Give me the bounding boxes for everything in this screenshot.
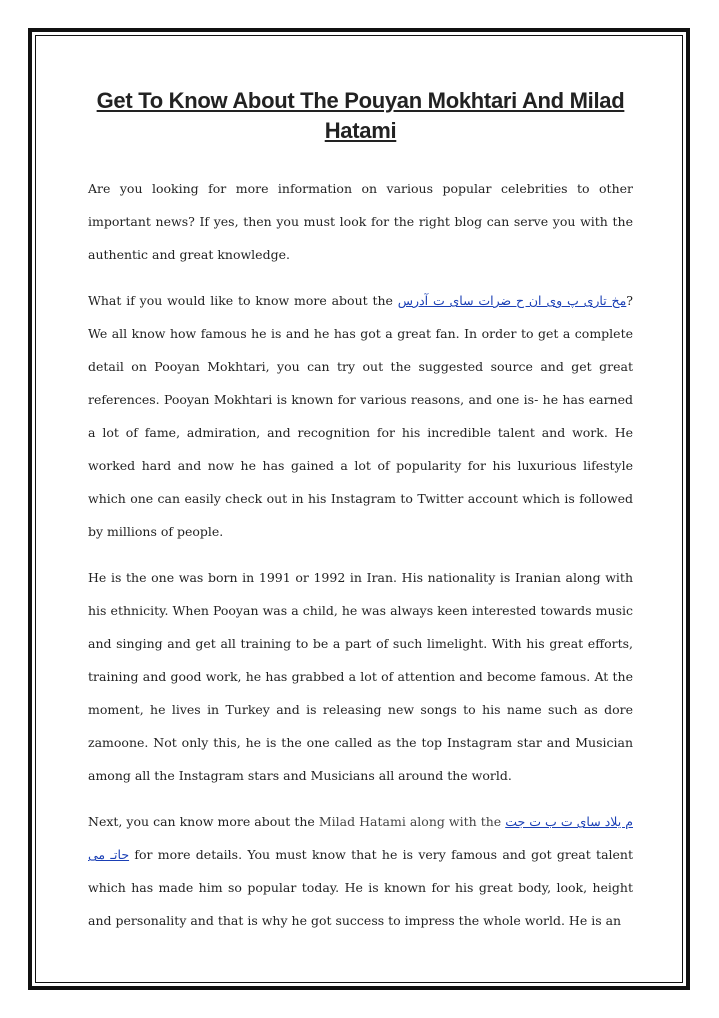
- document-title: Get To Know About The Pouyan Mokhtari And Milad Hatami: [96, 88, 625, 143]
- paragraph-pouyan: [88, 284, 633, 548]
- paragraph-milad: [88, 805, 633, 937]
- persian-link-pouyan[interactable]: مخ تاری پ وی ان ح ضرات سای ت آدرس: [397, 293, 627, 308]
- paragraph-text: Next, you can know more about the: [88, 814, 319, 829]
- paragraph-biography: He is the one was born in 1991 or 1992 in Iran. His nationality is Iranian along with his ethnicity. When Pooyan was a child, he was always keen interested towards music and singing and get all training to be a part of such limelight. With his great efforts, training and good work, he has grabbed a lot of attention and become famous. At the moment, he lives in Turkey and is releasing new songs to his name such as dore zamoone. Not only this, he is the one called as the top Instagram star and Musician among all the Instagram stars and Musicians all around the world.: [88, 570, 633, 783]
- paragraph-text-tinted: Milad Hatami along with the: [318, 814, 502, 829]
- paragraph-text: ? We all know how famous he is and he has got a great fan. In order to get a complete detail on Pooyan Mokhtari, you can try out the suggested source and get great references. Pooyan Mokhtari is known for various reasons, and one is- he has earned a lot of fame, admiration, and recognition for his incredible talent and work. He worked hard and now he has gained a lot of popularity for his luxurious lifestyle which one can easily check out in his Instagram to Twitter account which is followed by millions of people.: [88, 293, 633, 539]
- paragraph-text: What if you would like to know more about the: [88, 293, 398, 308]
- paragraph-text: for more details. You must know that he is very famous and got great talent which has made him so popular today. He is known for his great body, look, height and personality and that is why he got success to impress the whole world. He is an: [88, 847, 633, 928]
- paragraph-intro: Are you looking for more information on various popular celebrities to other important news? If yes, then you must look for the right blog can serve you with the authentic and great knowledge.: [88, 181, 633, 262]
- document-body: [88, 86, 633, 950]
- persian-link-milad[interactable]: م یلاد سای ت ب ت جت حاتـ می: [88, 814, 633, 862]
